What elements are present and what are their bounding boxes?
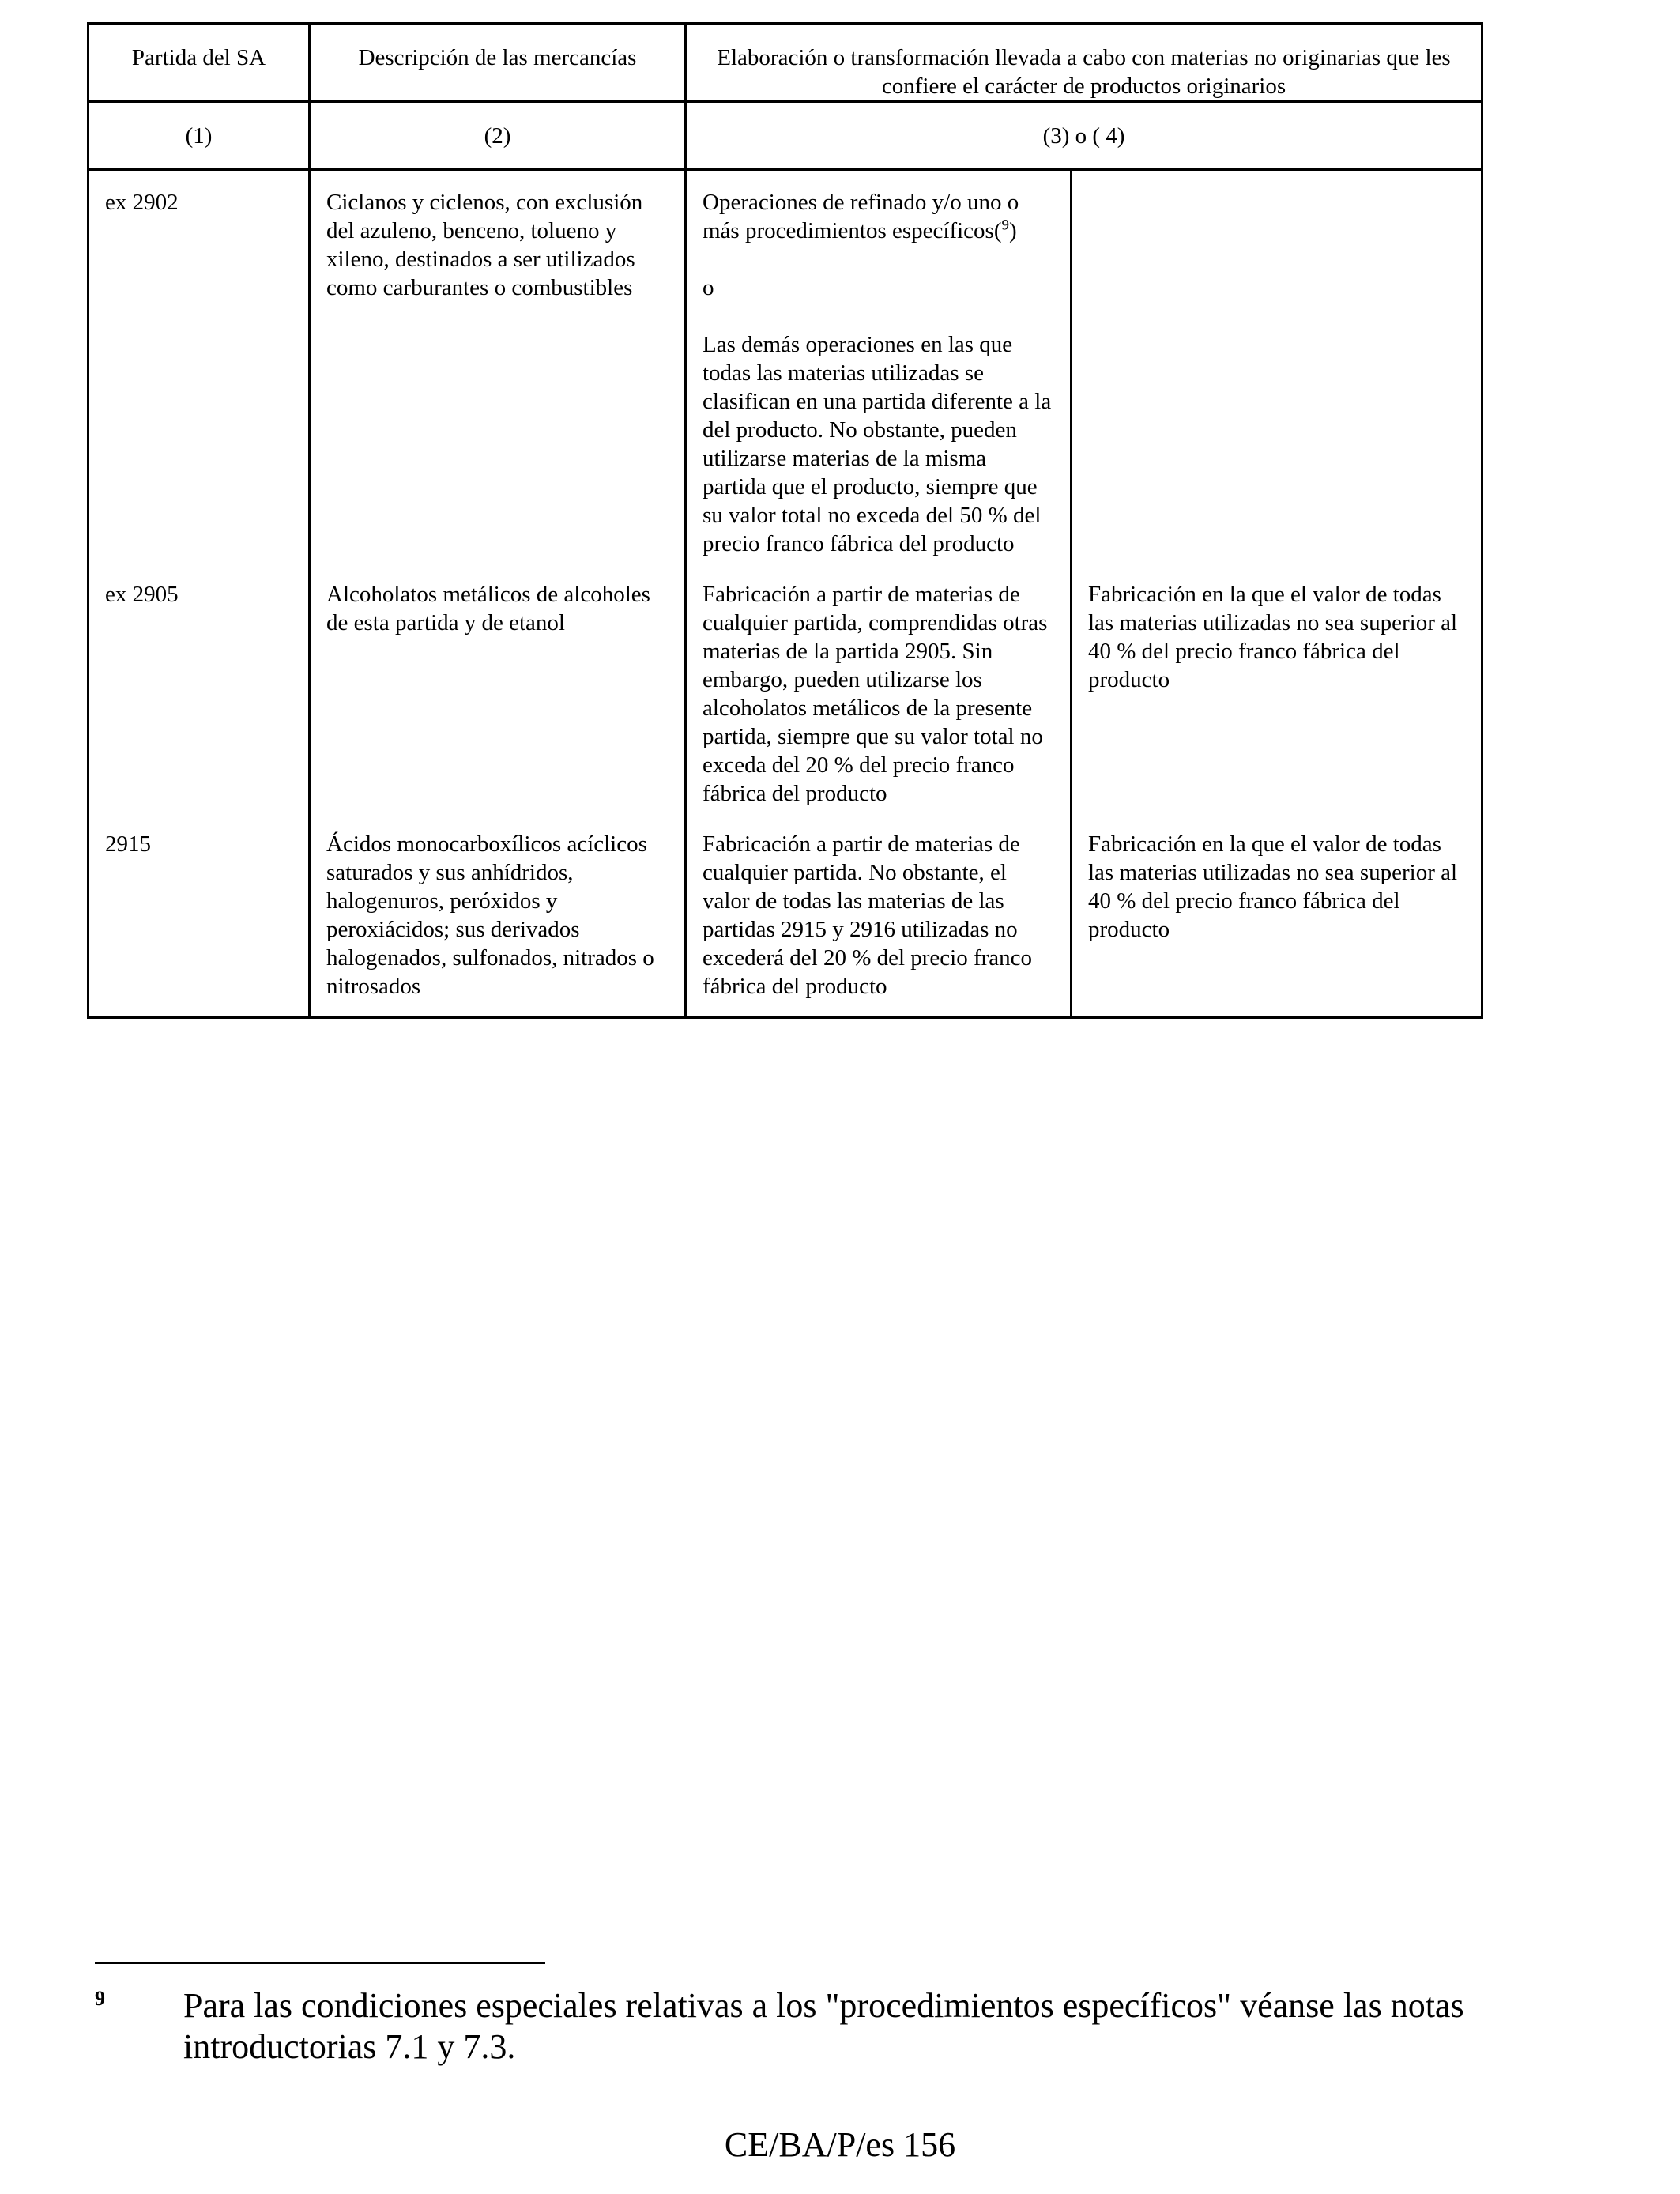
- column-number-2: (2): [310, 102, 686, 170]
- rule-or-connector: o: [703, 275, 714, 300]
- description-cell: Ácidos monocarboxílicos acíclicos saturados y sus anhídridos, halogenuros, peróxidos y peroxiácidos; sus derivados halogenados, sulfonados, nitrados o nitrosados: [310, 808, 686, 1018]
- footnote-reference: 9: [1001, 217, 1009, 234]
- page-reference: CE/BA/P/es 156: [724, 2125, 956, 2164]
- rule-column-3-cell: [686, 170, 1072, 559]
- table-row: [89, 558, 1482, 808]
- column-number-3-4: (3) o ( 4): [686, 102, 1482, 170]
- description-cell: Alcoholatos metálicos de alcoholes de esta partida y de etanol: [310, 558, 686, 808]
- hs-code-cell: ex 2905: [89, 558, 310, 808]
- column-number-row: [89, 102, 1482, 170]
- table-header-row: [89, 24, 1482, 102]
- hs-code-cell: ex 2902: [89, 170, 310, 559]
- rule-text-part-1: Operaciones de refinado y/o uno o más procedimientos específicos($^9$): [703, 190, 1019, 243]
- rule-column-4-cell: [1072, 170, 1482, 559]
- rule-column-4-cell: Fabricación en la que el valor de todas las materias utilizadas no sea superior al 40 % del precio franco fábrica del producto: [1072, 558, 1482, 808]
- rule-column-3-cell: Fabricación a partir de materias de cualquier partida. No obstante, el valor de todas las materias de las partidas 2915 y 2916 utilizadas no excederá del 20 % del precio franco fábrica del producto: [686, 808, 1072, 1018]
- header-processing-rule: Elaboración o transformación llevada a cabo con materias no originarias que les confiere el carácter de productos originarios: [686, 24, 1482, 102]
- description-cell: Ciclanos y ciclenos, con exclusión del azuleno, benceno, tolueno y xileno, destinados a ser utilizados como carburantes o combustibles: [310, 170, 686, 559]
- hs-code-cell: 2915: [89, 808, 310, 1018]
- footnote-text: Para las condiciones especiales relativas a los "procedimientos específicos" véanse las notas introductorias 7.1 y 7.3.: [183, 1986, 1464, 2066]
- header-description: Descripción de las mercancías: [310, 24, 686, 102]
- column-number-1: (1): [89, 102, 310, 170]
- table-row: [89, 170, 1482, 559]
- rule-text-part-2: Las demás operaciones en las que todas las materias utilizadas se clasifican en una partida diferente a la del producto. No obstante, pueden utilizarse materias de la misma partida que el producto, siempre que su valor total no exceda del 50 % del precio franco fábrica del producto: [703, 332, 1052, 556]
- rule-column-3-cell: Fabricación a partir de materias de cualquier partida, comprendidas otras materias de la partida 2905. Sin embargo, pueden utilizarse los alcoholatos metálicos de la presente partida, siempre que su valor total no exceda del 20 % del precio franco fábrica del producto: [686, 558, 1072, 808]
- rules-of-origin-table: [87, 22, 1483, 1019]
- header-hs-heading: Partida del SA: [89, 24, 310, 102]
- rule-column-4-cell: Fabricación en la que el valor de todas las materias utilizadas no sea superior al 40 % del precio franco fábrica del producto: [1072, 808, 1482, 1018]
- footnote-separator: [95, 1962, 545, 1964]
- footnote: [95, 1985, 1580, 2068]
- table-row: [89, 808, 1482, 1018]
- footnote-number: 9: [95, 1987, 105, 2010]
